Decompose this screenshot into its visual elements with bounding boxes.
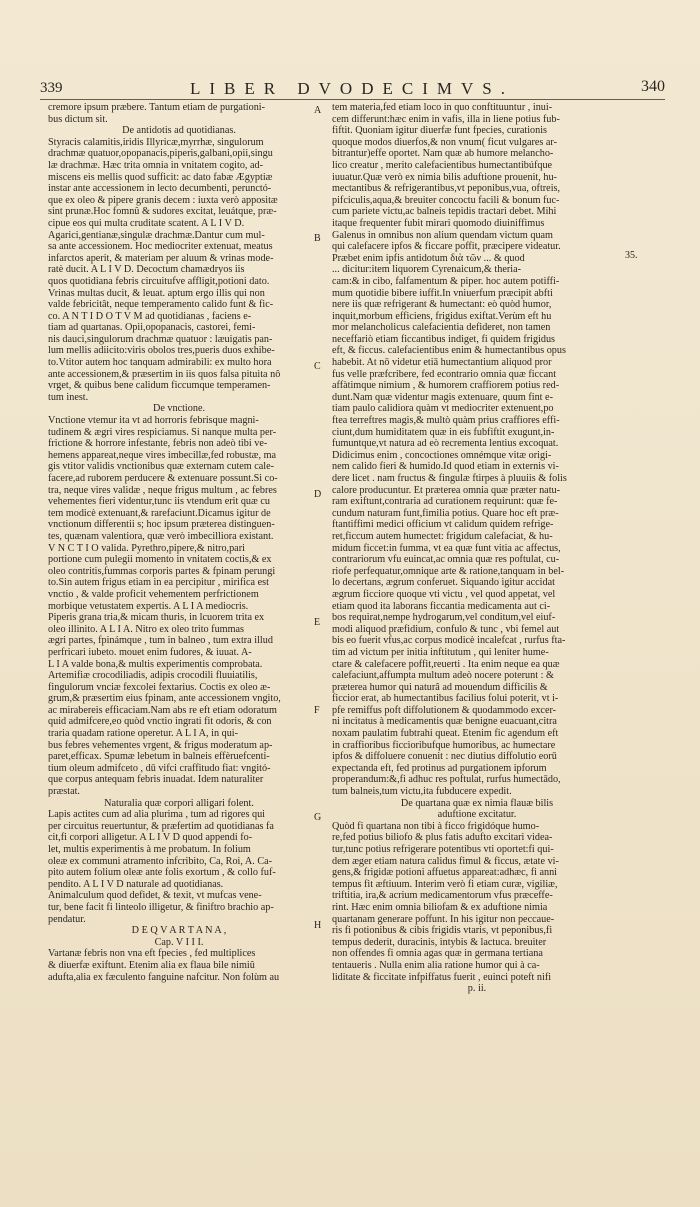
right-column-line: liditate & ficcitate infpiffatus fuerit , euinci poteft nifi bbox=[332, 971, 552, 983]
right-column-line: ftantiffimi medici officium vt calidum quidem refrige- bbox=[332, 519, 554, 531]
right-column-line: ni incitatus à medicamentis quæ benigne euacuant,citra bbox=[332, 716, 557, 728]
left-column-line: tiam ad quartanas. Opii,opopanacis, castorei, femi- bbox=[48, 322, 256, 334]
left-column-line: Cap. V I I I. bbox=[154, 936, 204, 948]
left-column-line: drachmæ quatuor,opopanacis,piperis,galbani,opii,singu bbox=[48, 148, 273, 160]
left-column-line: let, multis experimentis à me probatum. In folium bbox=[48, 844, 251, 855]
right-column-line: nem calido fieri & humido.Id quod etiam in externis vi- bbox=[332, 461, 559, 473]
left-column-line: paret,efficax. Spumæ lebetum in balneis effèruefcenti- bbox=[48, 751, 270, 763]
left-column-line: tum inest. bbox=[48, 391, 89, 403]
left-column-line: oleæ ex communi atramento infcribito, Ca, Roi, A. Ca- bbox=[48, 855, 273, 867]
right-column-line: Didicimus enim , concoctiones omnémque vitæ origi- bbox=[332, 449, 552, 461]
left-column-line: tium oleum admifceto , dū vifci craffitudo fiat: vngitó- bbox=[48, 762, 271, 774]
left-column-line: nis dauci,singulorum drachmæ quatuor : læuigatis pan- bbox=[48, 333, 273, 345]
left-column-line: frictione & horrore infestante, febris non adeò tibi ve- bbox=[48, 438, 268, 450]
left-column-line: Naturalia quæ corpori alligari folent. bbox=[104, 797, 254, 809]
right-column-line: itaque frequenter fubit mirari quomodo diuiniffimus bbox=[332, 217, 545, 229]
margin-letter: C bbox=[314, 361, 321, 372]
left-column-line: præstat. bbox=[48, 786, 80, 798]
left-column-line: vehementes fieri videntur,tunc iis vtendum erit quæ cu bbox=[48, 496, 270, 508]
right-column-line: aduftione excitatur. bbox=[437, 809, 517, 821]
left-column-line: ac mirabereis efficaciam.Nam abs re eft etiam odoratum bbox=[48, 704, 277, 716]
right-column-line: ram exiftunt,contraria ad curationem requirunt: quæ fe- bbox=[332, 496, 558, 508]
left-column-line: gis vtitor validis vnctionibus quæ externam cutem cale- bbox=[48, 461, 275, 473]
margin-note: 35. bbox=[625, 250, 638, 261]
right-column bbox=[332, 102, 622, 995]
left-column-line: perfricari iubeto. mouet enim fudores, & iuuat. A- bbox=[48, 646, 252, 658]
left-column-line: V N C T I O valida. Pyrethro,pipere,& nitro,pari bbox=[48, 542, 245, 554]
left-column-line: tra, neque vires validæ , neque frigus multum , ac febres bbox=[48, 484, 277, 496]
right-column-line: nere iis quæ refrigerant & humectant: eò quòd humor, bbox=[332, 299, 552, 311]
right-column-line: cum pariete victu,ac balneis tepidis tractari debet. Mihi bbox=[332, 206, 557, 218]
left-column-line: Vrinas multas ducit, & leuat. aptum ergo illis qui non bbox=[48, 287, 265, 299]
right-column-line: ... dicitur:item liquorem Cyrenaicum,& theria- bbox=[332, 264, 521, 276]
right-column-line: ctare & calefacere poffit,reuerti . Ita enim neque ea quæ bbox=[332, 658, 560, 670]
left-column-line: ægri partes, fpinámque , tum in balneo , tum extra illud bbox=[48, 635, 273, 647]
left-column-line: ante accessionem,& præsertim in iis quos falsa pituita nô bbox=[48, 368, 281, 380]
left-column-line: tudinem & ægri vires respiciamus. Si nanque multa per- bbox=[48, 426, 277, 438]
right-column-line: tiam paulo calidiora quàm vt mediocriter extenuent,po bbox=[332, 403, 554, 415]
right-column-line: cem differunt:hæc enim in vafis, illa in liene potius fub- bbox=[332, 113, 560, 125]
right-column-line: properandum:&,fi adhuc res poftulat, rurfus humectādo, bbox=[332, 774, 561, 786]
margin-letter: H bbox=[314, 920, 322, 931]
left-column-line: Artemifiæ crocodiliadis, adipis crocodili fluuiatilis, bbox=[48, 670, 258, 682]
left-column-line: sa ante accessionem. Hoc mediocriter extenuat, meatus bbox=[48, 241, 273, 253]
left-column-line: quid admifcere,eo quòd vnctio ingrati fit odoris, & con bbox=[48, 716, 272, 728]
left-column-line: per circuitus reuertuntur, & præfertim ad quotidianas fa bbox=[48, 820, 274, 832]
left-column-line: ratè ducit. A L I V D. Decoctum chamædryos iis bbox=[48, 264, 245, 276]
right-column-line: ret,ficcum autem humectet: frigidum calefaciat, & hu- bbox=[332, 530, 553, 542]
left-column-line: que corpus antequam febris inuadat. Idem naturaliter bbox=[48, 774, 264, 786]
right-column-line: dere licet . nam fructus & fingulæ ftirpes à pluuiis & folis bbox=[332, 473, 567, 484]
left-column-line: Animalculum quod defidet, & texit, vt mufcas vene- bbox=[48, 890, 262, 902]
right-column-line: quoque modos diuerfos,& non vnum( ficut vulgares ar- bbox=[332, 136, 558, 148]
left-column-line: Styracis calamitis,iridis Illyricæ,myrrhæ, singulorum bbox=[48, 136, 264, 148]
right-column-line: ciunt,dum humiditatem quæ in eis fubfiftit exugunt,in- bbox=[332, 426, 555, 438]
right-column-line: noxam paulatim fubtrahi queat. Etenim fic agendum eft bbox=[332, 728, 559, 740]
right-column-line: Quòd fi quartana non tibi à ficco frigidóque humo- bbox=[332, 820, 540, 832]
left-column-line: facere,ad ruborem perducere & extenuare possunt.Si co- bbox=[48, 473, 278, 484]
right-column-line: mectantibus & refrigerantibus,vt peponibus,vua, oftreis, bbox=[332, 183, 561, 195]
right-column-line: tum balneis,tum victu,ita fubducere expedit. bbox=[332, 786, 512, 798]
right-column-line: tentaueris . Nulla enim alia ratione humor qui à ca- bbox=[332, 959, 540, 971]
left-column-line: instar ante accessionem in lecto decumbenti, perunctó- bbox=[48, 183, 272, 195]
right-column-line: præterea humor qui naturâ ad mouendum difficilis & bbox=[332, 681, 548, 693]
left-column-line: Agarici,gentianæ,singulæ drachmæ.Dantur cum mul- bbox=[48, 229, 265, 241]
right-column-line: triftitia, ira,& acrium medicamentorum vfus præceffe- bbox=[332, 890, 553, 902]
left-column-line: oleo contritis,fummas corporis partes & fpinam perungi bbox=[48, 565, 276, 577]
right-column-line: eft, & ficcus. calefacientibus enim & humectantibus opus bbox=[332, 345, 566, 357]
left-column-line: bus febres vehementes vrgent, & frigus moderatum ap- bbox=[48, 739, 273, 751]
margin-letter: E bbox=[314, 617, 321, 628]
right-column-line: Præbet enim ipfis antidotum διὰ τῶν ... & quod bbox=[332, 252, 525, 264]
left-column-line: pito autem folium oleæ ante folis exortum , & collo fuf- bbox=[48, 867, 276, 879]
left-column-line: Piperis grana tria,& micam thuris, in lcuorem trita ex bbox=[48, 612, 265, 624]
right-column-line: Galenus in omnibus non alium quendam victum quam bbox=[332, 229, 553, 241]
left-column-line: tem modicè extenuant,& rarefaciunt.Dicamus igitur de bbox=[48, 507, 271, 519]
left-column-line: pendito. A L I V D naturale ad quotidianas. bbox=[48, 878, 224, 890]
left-column-line: De antidotis ad quotidianas. bbox=[122, 125, 236, 137]
book-title: LIBER DVODECIMVS. bbox=[190, 79, 514, 98]
right-column-line: mor melancholicus calefacientia defideret, non tamen bbox=[332, 322, 551, 334]
right-column-line: pfe remiffus poft diffolutionem & quodammodo excer- bbox=[332, 704, 557, 716]
margin-letter: F bbox=[314, 705, 320, 716]
right-column-line: bis eo fuerit vfus,ac corpus modicè incalefcat , rurfus fta- bbox=[332, 635, 566, 647]
header-rule bbox=[40, 99, 665, 100]
right-column-line: dunt.Nam quæ videntur magis extenuare, quum fint e- bbox=[332, 391, 553, 403]
right-column-line: ipfos & diffoluere conuenit : nec diutius diffolutio eorū bbox=[332, 751, 557, 763]
left-column-line: lum mellis adiicito:viris obolos tres,pueris duos exhibe- bbox=[48, 345, 275, 357]
right-column-line: pifciculis,aqua,& breuiter concoctu facili & bonum fuc- bbox=[332, 194, 560, 206]
right-column-line: gens,& frigidæ potioni affuetus appareat:adhæc, fi anni bbox=[332, 867, 558, 879]
margin-letter: G bbox=[314, 812, 322, 823]
right-column-line: lo decertans, ægrum conferuet. Siquando igitur accidat bbox=[332, 577, 555, 589]
running-header bbox=[40, 80, 665, 100]
left-column-line: sint prunæ.Hoc fomnû & sudores excitat, leuátque, præ- bbox=[48, 206, 277, 218]
left-column-line: to.Vtitor autem hoc tanquam admirabili: ex multo hora bbox=[48, 357, 272, 369]
right-column-line: mum quotidie bibere iuffit.In vniuerfum præcipit abfti bbox=[332, 287, 553, 299]
left-column-line: infarctos aperit, & materiam per aluum & vrinas mode- bbox=[48, 252, 274, 264]
right-column-line: contrariorum vfu euincat,ac omnia quæ res poftulat, cu- bbox=[332, 554, 560, 566]
left-column-line: quos quotidiana febris circuitufve affligit,potioni dato. bbox=[48, 275, 270, 287]
right-column-line: re,fed potius biliofo & plus fatis adufto excitari videa- bbox=[332, 832, 553, 844]
left-column-line: & diuerfæ exiftunt. Etenim alia ex flaua bile nimiû bbox=[48, 959, 255, 971]
left-column-line: vnctionum differentii s; hoc ipsum præterea distinguen- bbox=[48, 519, 275, 531]
left-column-line: vnctio , & valde proficit vehementem perfrictionem bbox=[48, 588, 259, 600]
right-column-line: tempus dederit, duracinis, intybis & lactuca. breuiter bbox=[332, 936, 547, 948]
left-column-line: to.Sin autem frigus etiam in ea percipitur , mirifica est bbox=[48, 577, 269, 589]
right-column-line: affàtimque nimium , & humorem craffiorem potius red- bbox=[332, 380, 560, 392]
right-column-line: quartanam generare poffunt. In his igitur non peccaue- bbox=[332, 913, 555, 925]
left-column-line: que ex oleo & pipere granis decem : iuxta verò appositæ bbox=[48, 194, 278, 206]
right-column-line: calefaciunt,affumpta multum adeò nocere poterunt : & bbox=[332, 670, 554, 682]
left-column-line: hemens appareat,neque vires imbecillæ,fed robustæ, ma bbox=[48, 449, 277, 461]
right-column-line: midum ficcet:in fumma, vt ea quæ funt vitia ac affectus, bbox=[332, 542, 561, 554]
margin-letter: B bbox=[314, 233, 321, 244]
left-column-line: fingulorum vnciæ fexcolei fextarius. Coctis ex oleo æ- bbox=[48, 681, 271, 693]
left-column-line: oleo illinito. A L I A. Nitro ex oleo trito fummas bbox=[48, 623, 244, 635]
left-column-line: D E Q V A R T A N A , bbox=[131, 925, 227, 937]
right-column-line: tim ad victum per initia inftitutum , qui leniter hume- bbox=[332, 646, 549, 658]
left-column-line: tur, bene facit fi linteolo illigetur, & finiftro brachio ap- bbox=[48, 901, 274, 913]
left-column-line: cremore ipsum præbere. Tantum etiam de purgationi- bbox=[48, 102, 266, 113]
right-column-line: riofe perfequatur,omnique arte & ratione,tanquam in bel- bbox=[332, 565, 565, 577]
right-column-line: tem materia,fed etiam loco in quo conftituuntur , inui- bbox=[332, 102, 553, 113]
right-column-line: ficcior erat, ab humectantibus facilius folui poterit, vt i- bbox=[332, 693, 559, 705]
right-column-line: lico creatur , merito calefacientibus humectantibúfque bbox=[332, 159, 553, 171]
section-margin-letters bbox=[311, 100, 327, 931]
left-column-line: Vnctione vtemur ita vt ad horroris febrisque magni- bbox=[48, 415, 259, 427]
left-column-line: bus dictum sit. bbox=[48, 113, 108, 125]
left-column-line: tes, quænam valentiora, quæ verò imbecilliora existant. bbox=[48, 530, 274, 542]
left-column-line: miscens eis mellis quod sufficit: ac dato fabæ Ægyptiæ bbox=[48, 171, 273, 183]
left-column-line: cipue eos qui multa cruditate scatent. A L I V D. bbox=[48, 217, 245, 229]
right-column-line: modi aliquod præfidium, confulo & tunc , vbi femel aut bbox=[332, 623, 560, 635]
left-column-line: L I A valde bona,& multis experimentis comprobata. bbox=[48, 658, 263, 670]
right-column-line: iuuatur.Quæ verò ex nimia bilis aduftione prouenit, hu- bbox=[332, 171, 557, 183]
right-column-line: etiam quod ita laborans ficcantia medicamenta aut ci- bbox=[332, 600, 551, 612]
page-number-right: 340 bbox=[641, 78, 665, 95]
margin-letter: D bbox=[314, 489, 322, 500]
right-column-line: expectanda eft, fed protinus ad purgationem ipforum bbox=[332, 762, 547, 774]
left-column-line: læ drachmæ. Hæc trita omnia in vnitatem cogito, ad- bbox=[48, 159, 264, 171]
right-column-line: dem æger etiam natura calidus fimul & ficcus, ætate vi- bbox=[332, 855, 559, 867]
right-column-line: ris fi potionibus & cibis frigidis vtaris, vt peponibus,fi bbox=[332, 925, 553, 937]
right-column-line: cundum naturam funt,fimilia potius. Quare hoc eft præ- bbox=[332, 507, 559, 519]
right-column-line: rint. Hæc enim omnia biliofam & ex aduftione nimia bbox=[332, 901, 548, 913]
right-column-line: ægrum ficciore quoque vti victu , vel quod appetat, vel bbox=[332, 588, 556, 600]
right-column-line: habebit. At nō videtur etiā humectantium aliquod pror bbox=[332, 357, 552, 369]
right-column-line: tur,tunc potius refrigerare potentibus vti oportet:fi qui- bbox=[332, 844, 554, 855]
right-column-line: inquit,morbum efficiens, frigidus exiftat.Verùm eft hu bbox=[332, 310, 552, 322]
left-column-line: vrget, & quibus bene calidum ficcumque temperamen- bbox=[48, 380, 271, 392]
margin-letter: A bbox=[314, 105, 322, 116]
right-column-line: p. ii. bbox=[467, 983, 487, 995]
left-column-line: grum,& præsertim eius fpinam, ante accessionem vngito, bbox=[48, 693, 281, 705]
right-column-line: tempus fit æftiuum. Interim verò fi etiam curæ, vigiliæ, bbox=[332, 878, 558, 890]
right-column-line: in craffioribus ficcioribufque humoribus, ac humectare bbox=[332, 739, 556, 751]
right-column-line: fumuntque,vt natura ad eò recrementa lentius excoquat. bbox=[332, 438, 559, 450]
left-column-line: Lapis actites cum ad alia plurima , tum ad rigores qui bbox=[48, 809, 265, 821]
left-column-line: valde febricitât, neque temperamento calido funt & fic- bbox=[48, 299, 274, 311]
left-column-line: morbique vetustatem expertis. A L I A mediocris. bbox=[48, 600, 249, 612]
left-column-line: cit,fi corpori alligetur. A L I V D quod appendi fo- bbox=[48, 832, 253, 844]
right-column-line: neceffariò etiam ficcantibus indiget, fi quidem frigidus bbox=[332, 333, 556, 345]
right-column-line: bitrantur)effe oportet. Nam quæ ab humore melancho- bbox=[332, 148, 554, 160]
left-column-line: De vnctione. bbox=[152, 403, 206, 415]
right-column-line: qui calefacere ipfos & ficcare poffit, præcipere videatur. bbox=[332, 241, 561, 253]
right-column-line: De quartana quæ ex nimia flauæ bilis bbox=[400, 797, 554, 809]
right-column-line: bos requirat,nempe hydrogarum,vel conditum,vel eiuf- bbox=[332, 612, 556, 624]
left-column bbox=[48, 102, 310, 983]
left-column-line: co. A N T I D O T V M ad quotidianas , faciens e- bbox=[48, 310, 252, 322]
right-column-line: ftea terreftres magis,& multò quàm prius craffiores effi- bbox=[332, 415, 560, 427]
right-column-line: fiftit. Quoniam igitur diuerfæ funt fpecies, curationis bbox=[332, 125, 548, 137]
right-column-line: cam:& in cibo, falfamentum & piper. hoc autem potiffi- bbox=[332, 275, 560, 287]
right-column-line: fus velle præfcribere, fed econtrario omnia quæ ficcant bbox=[332, 368, 557, 380]
left-column-line: pendatur. bbox=[48, 913, 86, 925]
left-column-line: portione cum pulegii momento in vnitatem coctis,& ex bbox=[48, 554, 272, 566]
page-number-left: 339 bbox=[40, 80, 63, 96]
left-column-line: Vartanæ febris non vna eft fpecies , fed multiplices bbox=[48, 948, 256, 960]
left-column-line: traria quadam ratione operetur. A L I A, in qui- bbox=[48, 728, 239, 740]
right-column-line: calore producuntur. Et præterea omnia quæ præter natu- bbox=[332, 484, 561, 496]
left-column-line: adufta,alia ex fæculento fanguine nafcitur. Non folùm au bbox=[48, 971, 280, 983]
right-column-line: non offendes fi omnia agas quæ in germana tertiana bbox=[332, 948, 543, 960]
